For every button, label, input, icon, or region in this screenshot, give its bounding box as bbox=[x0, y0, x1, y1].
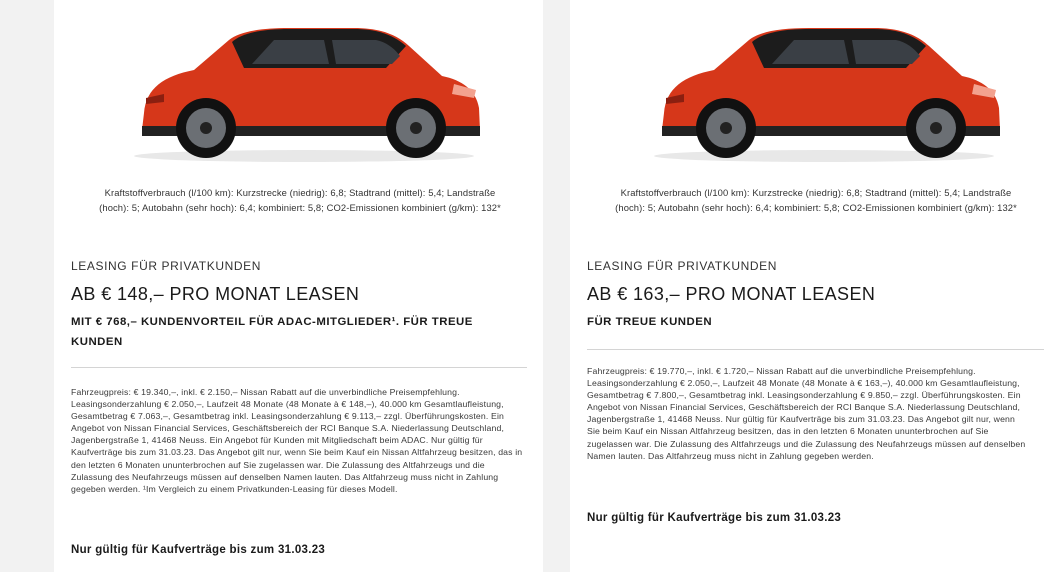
offer-kicker: LEASING FÜR PRIVATKUNDEN bbox=[587, 259, 777, 273]
consumption-info: Kraftstoffverbrauch (l/100 km): Kurzstrecke (niedrig): 6,8; Stadtrand (mittel): 5,4; Landstraße (hoch): 5; Autobahn (sehr hoch): 6,4; kombiniert: 5,8; CO2-Emissionen kombiniert (g/km): 132* bbox=[99, 187, 501, 213]
offer-kicker: LEASING FÜR PRIVATKUNDEN bbox=[71, 259, 261, 273]
car-image bbox=[124, 18, 484, 168]
offer-validity: Nur gültig für Kaufverträge bis zum 31.03.23 bbox=[587, 512, 842, 524]
background-strip-middle bbox=[543, 0, 570, 572]
divider bbox=[587, 349, 1044, 350]
offer-card-2 bbox=[570, 0, 1051, 572]
offer-subline: MIT € 768,– KUNDENVORTEIL FÜR ADAC-MITGLIEDER¹. FÜR TREUE KUNDEN bbox=[71, 316, 473, 348]
offer-subline: FÜR TREUE KUNDEN bbox=[587, 316, 713, 328]
consumption-info: Kraftstoffverbrauch (l/100 km): Kurzstrecke (niedrig): 6,8; Stadtrand (mittel): 5,4; Landstraße (hoch): 5; Autobahn (sehr hoch): 6,4; kombiniert: 5,8; CO2-Emissionen kombiniert (g/km): 132* bbox=[615, 187, 1017, 213]
offer-headline: AB € 163,– PRO MONAT LEASEN bbox=[587, 284, 876, 304]
offer-card-1 bbox=[54, 0, 543, 572]
background-strip-left bbox=[0, 0, 54, 572]
car-image bbox=[644, 18, 1004, 168]
divider bbox=[71, 367, 527, 368]
offer-fine-print: Fahrzeugpreis: € 19.340,–, inkl. € 2.150,– Nissan Rabatt auf die unverbindliche Preisempfehlung. Leasingsonderzahlung € 2.050,–, Laufzeit 48 Monate (48 Monate à € 148,–), 40.000 km Gesamtlaufleistung, Gesamtbetrag € 7.063,–, Gesamtbetrag inkl. Leasingsonderzahlung € 9.113,– zzgl. Überführungskosten. Ein Angebot von Nissan Financial Services, Geschäftsbereich der RCI Banque S.A. Niederlassung Deutschland, Jagenbergstraße 1, 41468 Neuss. Ein Angebot für Kunden mit Mitgliedschaft beim ADAC. Nur gültig für Kaufverträge bis zum 31.03.23. Das Angebot gilt nur, wenn Sie beim Kauf ein Nissan Altfahrzeug besitzen, das in den letzten 6 Monaten ununterbrochen auf Sie zugelassen war. Die Zulassung des Altfahrzeugs und die Zulassung des Neufahrzeugs müssen auf denselben Namen lauten. Das Altfahrzeug muss nicht in Zahlung gegeben werden. ¹Im Vergleich zu einem Privatkunden-Leasing für dieses Modell. bbox=[71, 387, 523, 494]
offer-validity: Nur gültig für Kaufverträge bis zum 31.03.23 bbox=[71, 544, 326, 556]
offer-fine-print: Fahrzeugpreis: € 19.770,–, inkl. € 1.720,– Nissan Rabatt auf die unverbindliche Preisempfehlung. Leasingsonderzahlung € 2.050,–, Laufzeit 48 Monate (48 Monate à € 163,–), 40.000 km Gesamtlaufleistung, Gesamtbetrag € 7.800,–, Gesamtbetrag inkl. Leasingsonderzahlung € 9.850,– zzgl. Überführungskosten. Ein Angebot von Nissan Financial Services, Geschäftsbereich der RCI Banque S.A. Niederlassung Deutschland, Jagenbergstraße 1, 41468 Neuss. Nur gültig für Kaufverträge bis zum 31.03.23. Das Angebot gilt nur, wenn Sie beim Kauf ein Nissan Altfahrzeug besitzen, das in den letzten 6 Monaten ununterbrochen auf Sie zugelassen war. Die Zulassung des Altfahrzeugs und die Zulassung des Neufahrzeugs müssen auf denselben Namen lauten. Das Altfahrzeug muss nicht in Zahlung gegeben werden. bbox=[587, 366, 1026, 461]
offer-headline: AB € 148,– PRO MONAT LEASEN bbox=[71, 284, 360, 304]
